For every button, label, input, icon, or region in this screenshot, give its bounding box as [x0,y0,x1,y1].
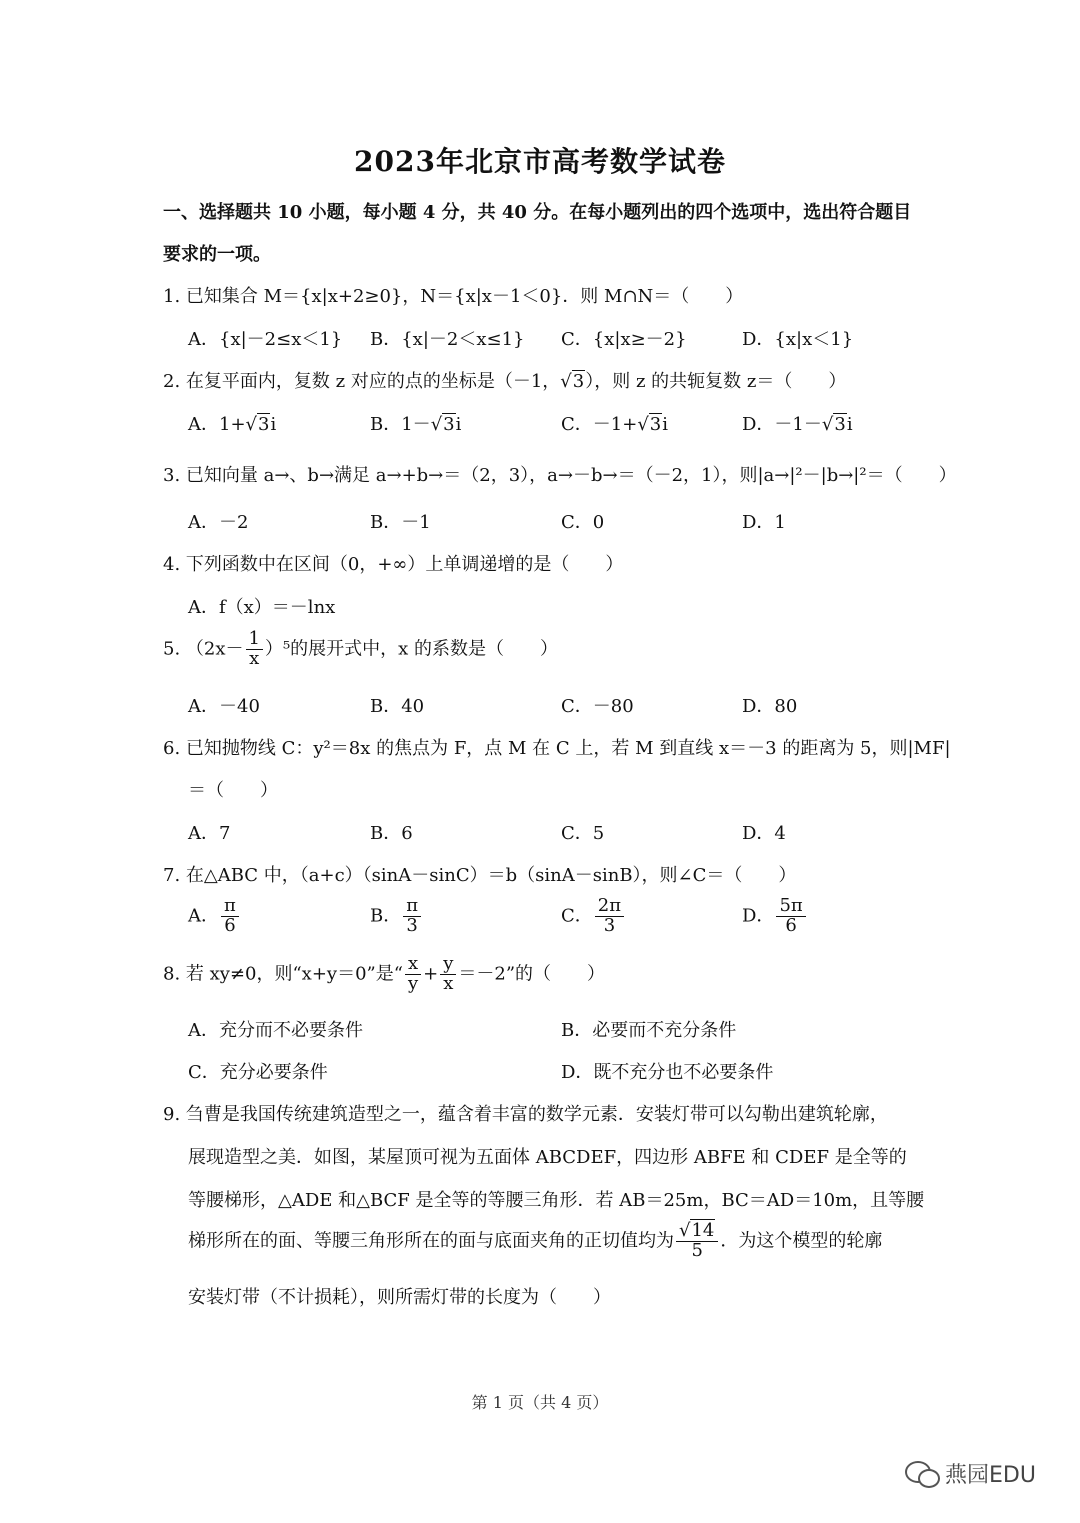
q4-option-a: A．f（x）＝－lnx [188,597,336,618]
question-9-line4: 梯形所在的面、等腰三角形所在的面与底面夹角的正切值均为 $\frac{√14}{5}$ ．为这个模型的轮廓 [188,1220,883,1261]
question-1: 1. 已知集合 M＝{x|x+2≥0}，N＝{x|x－1＜0}．则 M∩N＝（ ） [163,286,744,307]
question-8: 8. 若 xy≠0，则“x+y＝0”是“ $\frac{x}{y}$ + $\frac{y}{x}$ ＝－2”的（ ） [163,953,606,994]
q7-option-a: A． $\frac{\pi}{6}$ [188,897,241,936]
q5-fraction: $\frac{1}{x}$ [246,630,263,669]
q1-option-c: C．{x|x≥－2} [561,329,687,350]
q1-option-d: D．{x|x＜1} [742,329,854,350]
q7-option-b: B． $\frac{\pi}{3}$ [370,897,423,936]
q8-option-a: A．充分而不必要条件 [188,1020,363,1041]
q8-option-d: D．既不充分也不必要条件 [561,1062,774,1083]
watermark [905,1458,1036,1489]
wechat-icon [905,1461,939,1487]
q6-option-c: C．5 [561,823,605,844]
question-9-line1: 9. 刍曹是我国传统建筑造型之一，蕴含着丰富的数学元素．安装灯带可以勾勒出建筑轮廓， [163,1104,888,1125]
q1-option-b: B．{x|－2＜x≤1} [370,329,525,350]
question-5: 5. （2x－ $\frac{1}{x}$ ）⁵的展开式中，x 的系数是（ ） [163,628,559,669]
q5-option-b: B．40 [370,696,425,717]
q7-option-d: D． $\frac{5\pi}{6}$ [742,897,808,936]
q3-option-a: A．－2 [188,512,249,533]
q5-option-c: C．－80 [561,696,634,717]
q2-text-post: ），则 z 的共轭复数 z＝（ ） [585,371,847,392]
q7-option-c: C． $\frac{2\pi}{3}$ [561,897,626,936]
question-2 [163,367,846,393]
q2-option-d: D．－1－√3i [742,414,853,435]
q2-text-pre: 2. 在复平面内，复数 z 对应的点的坐标是（－1， [163,371,561,392]
watermark-text: 燕园EDU [945,1463,1036,1488]
q6-option-d: D．4 [742,823,786,844]
question-6-line2: ＝（ ） [188,780,278,801]
q8-option-c: C．充分必要条件 [188,1062,328,1083]
q6-option-a: A．7 [188,823,231,844]
question-9-line2: 展现造型之美．如图，某屋顶可视为五面体 ABCDEF，四边形 ABFE 和 CDEF 是全等的 [188,1147,907,1168]
page-title: 2023年北京市高考数学试卷 [354,145,726,178]
q2-option-a: A．1+√3i [188,414,277,435]
question-4: 4. 下列函数中在区间（0，+∞）上单调递增的是（ ） [163,554,624,575]
question-9-line5: 安装灯带（不计损耗），则所需灯带的长度为（ ） [188,1287,611,1308]
sqrt-sign: √ [560,371,572,392]
q6-option-b: B．6 [370,823,413,844]
question-9-line3: 等腰梯形，△ADE 和△BCF 是全等的等腰三角形．若 AB＝25m，BC＝AD＝10m，且等腰 [188,1190,925,1211]
q3-option-c: C．0 [561,512,605,533]
q2-option-b: B．1－√3i [370,414,462,435]
q5-option-a: A．－40 [188,696,260,717]
q2-radicand: 3 [572,371,585,392]
q2-option-c: C．－1+√3i [561,414,669,435]
question-6-line1: 6. 已知抛物线 C：y²＝8x 的焦点为 F，点 M 在 C 上，若 M 到直线 x＝－3 的距离为 5，则|MF| [163,738,951,759]
q8-option-b: B．必要而不充分条件 [561,1020,737,1041]
q1-option-a: A．{x|－2≤x＜1} [188,329,343,350]
section-heading-line1: 一、选择题共 10 小题，每小题 4 分，共 40 分。在每小题列出的四个选项中，选出符合题目 [163,202,912,223]
question-3: 3. 已知向量 a→、b→满足 a→+b→＝（2，3），a→－b→＝（－2，1），则|a→|²－|b→|²＝（ ） [163,465,957,486]
q3-option-b: B．－1 [370,512,431,533]
question-7: 7. 在△ABC 中，（a+c）（sinA－sinC）＝b（sinA－sinB），则∠C＝（ ） [163,865,797,886]
page-footer: 第 1 页（共 4 页） [471,1393,609,1412]
q3-option-d: D．1 [742,512,786,533]
q5-option-d: D．80 [742,696,798,717]
section-heading-line2: 要求的一项。 [163,244,271,265]
